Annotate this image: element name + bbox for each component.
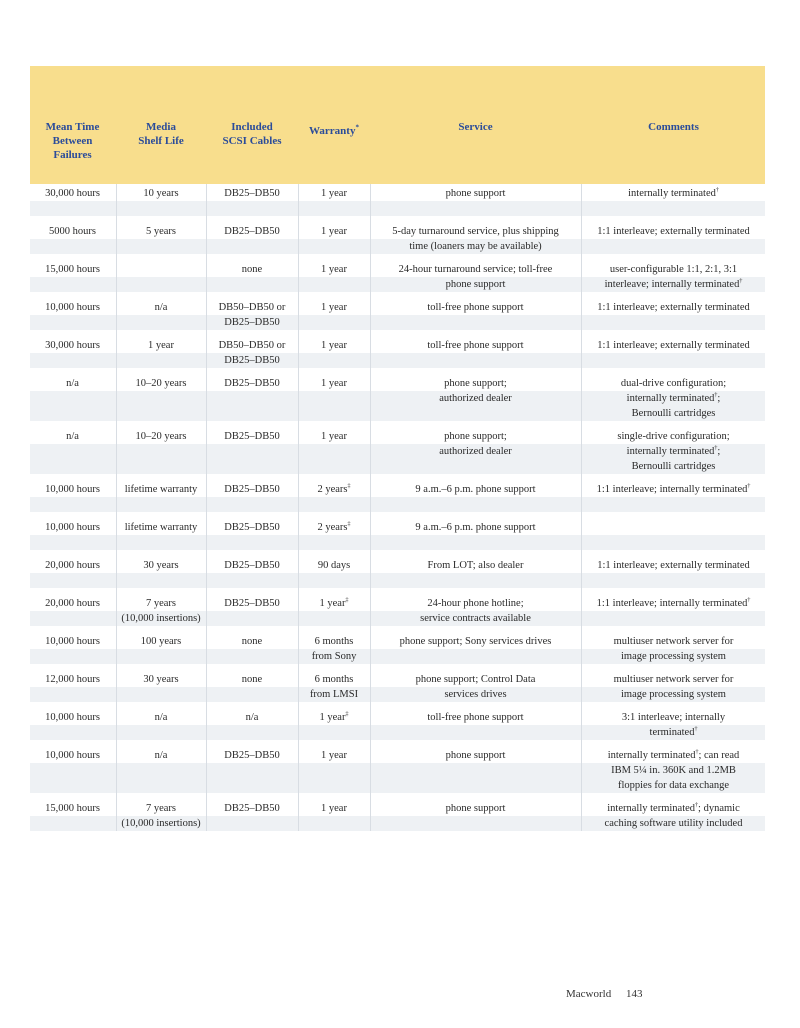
cell-service: phone support: [445, 188, 506, 199]
cell-mtbf: 10,000 hours: [45, 484, 100, 495]
header-line: SCSI Cables: [222, 135, 282, 147]
cell-mtbf: 10,000 hours: [45, 302, 100, 313]
row-line: [30, 710, 765, 725]
row-line: [30, 816, 765, 831]
cell-service: 24-hour turnaround service; toll-free: [398, 264, 553, 275]
header-comments: [582, 120, 765, 134]
row-line: [30, 300, 765, 315]
cell-service: authorized dealer: [439, 393, 512, 404]
table-row: [30, 429, 765, 474]
cell-scsi-cables: DB25–DB50: [224, 484, 280, 495]
cell-comments: IBM 5¼ in. 360K and 1.2MB: [611, 765, 736, 776]
cell-shelf-life: 10–20 years: [135, 378, 187, 389]
row-line: [30, 353, 765, 368]
cell-shelf-life: 100 years: [140, 636, 182, 647]
cell-scsi-cables: DB50–DB50 or: [218, 302, 286, 313]
header-mtbf: [30, 120, 115, 162]
row-line: [30, 748, 765, 763]
cell-comments: user-configurable 1:1, 2:1, 3:1: [609, 264, 738, 275]
cell-comments: multiuser network server for: [613, 636, 734, 647]
cell-service: toll-free phone support: [427, 712, 524, 723]
column-divider: [370, 184, 371, 831]
row-line: [30, 376, 765, 391]
cell-scsi-cables: DB25–DB50: [224, 378, 280, 389]
cell-mtbf: 30,000 hours: [45, 340, 100, 351]
cell-shelf-life: 10 years: [143, 188, 179, 199]
row-line: [30, 338, 765, 353]
cell-shelf-life: 7 years: [145, 598, 177, 609]
cell-comments: caching software utility included: [604, 818, 743, 829]
cell-service: 9 a.m.–6 p.m. phone support: [415, 484, 536, 495]
cell-scsi-cables: DB50–DB50 or: [218, 340, 286, 351]
cell-warranty: from Sony: [311, 651, 357, 662]
cell-warranty: 1 year‡: [319, 597, 349, 609]
cell-comments: image processing system: [621, 689, 726, 700]
cell-mtbf: 10,000 hours: [45, 750, 100, 761]
cell-shelf-life: n/a: [154, 302, 168, 313]
cell-shelf-life: lifetime warranty: [124, 522, 198, 533]
table-row: [30, 558, 765, 588]
cell-shelf-life: 30 years: [143, 674, 179, 685]
column-divider: [298, 184, 299, 831]
cell-mtbf: n/a: [66, 431, 79, 442]
cell-scsi-cables: DB25–DB50: [224, 355, 280, 366]
cell-mtbf: 30,000 hours: [45, 188, 100, 199]
row-line: [30, 611, 765, 626]
cell-warranty: from LMSI: [309, 689, 359, 700]
cell-comments: 1:1 interleave; internally terminated†: [596, 483, 751, 495]
cell-comments: Bernoulli cartridges: [631, 461, 716, 472]
row-line: [30, 201, 765, 216]
table-row: [30, 482, 765, 512]
header-line: Shelf Life: [138, 135, 184, 147]
cell-mtbf: 20,000 hours: [45, 598, 100, 609]
table-row: [30, 672, 765, 702]
cell-comments: internally terminated†;: [626, 445, 721, 457]
cell-comments: 1:1 interleave; externally terminated: [597, 560, 750, 571]
cell-comments: Bernoulli cartridges: [631, 408, 716, 419]
page-number: 143: [625, 988, 643, 1000]
cell-service: phone support: [445, 803, 506, 814]
cell-shelf-life: 5 years: [145, 226, 177, 237]
cell-service: services drives: [444, 689, 507, 700]
cell-comments: internally terminated†;: [626, 392, 721, 404]
table-header: [30, 66, 765, 184]
cell-mtbf: 15,000 hours: [45, 264, 100, 275]
row-line: [30, 778, 765, 793]
cell-mtbf: 15,000 hours: [45, 803, 100, 814]
header-line: Mean Time: [45, 121, 100, 133]
cell-service: time (loaners may be available): [409, 241, 542, 252]
row-line: [30, 406, 765, 421]
header-line: Comments: [648, 121, 699, 133]
cell-warranty: 2 years‡: [317, 521, 351, 533]
row-line: [30, 186, 765, 201]
cell-mtbf: 10,000 hours: [45, 636, 100, 647]
table-row: [30, 634, 765, 664]
cell-warranty: 1 year: [321, 188, 347, 199]
cell-warranty: 1 year: [321, 302, 347, 313]
header-scsi-cables: [207, 120, 297, 148]
cell-service: phone support;: [444, 378, 507, 389]
table-row: [30, 376, 765, 421]
magazine-name: Macworld: [566, 988, 612, 1000]
header-line: Warranty: [309, 124, 356, 137]
cell-shelf-life: n/a: [154, 712, 168, 723]
cell-warranty: 6 months: [314, 636, 354, 647]
row-line: [30, 634, 765, 649]
cell-warranty: 1 year: [321, 378, 347, 389]
cell-scsi-cables: DB25–DB50: [224, 226, 280, 237]
cell-mtbf: 10,000 hours: [45, 522, 100, 533]
row-line: [30, 596, 765, 611]
row-line: [30, 239, 765, 254]
cell-comments: dual-drive configuration;: [620, 378, 727, 389]
table-row: [30, 596, 765, 626]
cell-comments: 1:1 interleave; externally terminated: [597, 340, 750, 351]
cell-warranty: 1 year: [321, 264, 347, 275]
cell-comments: image processing system: [621, 651, 726, 662]
table-row: [30, 520, 765, 550]
cell-comments: internally terminated†; can read: [607, 749, 740, 761]
column-divider: [581, 184, 582, 831]
cell-warranty: 1 year: [321, 750, 347, 761]
cell-service: phone support: [445, 279, 506, 290]
row-line: [30, 391, 765, 406]
column-divider: [116, 184, 117, 831]
cell-scsi-cables: none: [241, 674, 263, 685]
cell-mtbf: n/a: [66, 378, 79, 389]
row-line: [30, 315, 765, 330]
column-divider: [206, 184, 207, 831]
cell-shelf-life: 30 years: [143, 560, 179, 571]
row-line: [30, 497, 765, 512]
row-line: [30, 459, 765, 474]
cell-service: From LOT; also dealer: [427, 560, 524, 571]
cell-shelf-life: (10,000 insertions): [121, 818, 201, 829]
header-service: [371, 120, 580, 134]
cell-comments: 1:1 interleave; externally terminated: [597, 226, 750, 237]
cell-comments: floppies for data exchange: [617, 780, 730, 791]
cell-scsi-cables: DB25–DB50: [224, 188, 280, 199]
cell-service: phone support; Control Data: [415, 674, 536, 685]
cell-scsi-cables: DB25–DB50: [224, 317, 280, 328]
cell-service: phone support: [445, 750, 506, 761]
header-shelf-life: [117, 120, 205, 148]
table-body: [30, 184, 765, 831]
cell-comments: 3:1 interleave; internally: [621, 712, 726, 723]
cell-warranty: 6 months: [314, 674, 354, 685]
cell-service: 9 a.m.–6 p.m. phone support: [415, 522, 536, 533]
row-line: [30, 429, 765, 444]
cell-comments: multiuser network server for: [613, 674, 734, 685]
cell-scsi-cables: DB25–DB50: [224, 803, 280, 814]
cell-mtbf: 12,000 hours: [45, 674, 100, 685]
cell-comments: single-drive configuration;: [617, 431, 730, 442]
cell-scsi-cables: DB25–DB50: [224, 750, 280, 761]
header-line: Included: [231, 121, 273, 133]
row-line: [30, 277, 765, 292]
cell-scsi-cables: DB25–DB50: [224, 560, 280, 571]
row-line: [30, 687, 765, 702]
cell-shelf-life: 1 year: [148, 340, 174, 351]
cell-service: toll-free phone support: [427, 302, 524, 313]
cell-warranty: 1 year: [321, 340, 347, 351]
cell-mtbf: 5000 hours: [49, 226, 96, 237]
table-row: [30, 300, 765, 330]
cell-warranty: 1 year: [321, 431, 347, 442]
spec-table: [30, 66, 765, 831]
header-warranty: [299, 120, 369, 138]
row-line: [30, 649, 765, 664]
table-row: [30, 224, 765, 254]
cell-scsi-cables: n/a: [245, 712, 259, 723]
cell-shelf-life: (10,000 insertions): [121, 613, 201, 624]
cell-service: phone support;: [444, 431, 507, 442]
header-line: Service: [458, 121, 493, 133]
cell-scsi-cables: DB25–DB50: [224, 522, 280, 533]
table-row: [30, 710, 765, 740]
cell-mtbf: 20,000 hours: [45, 560, 100, 571]
cell-scsi-cables: DB25–DB50: [224, 598, 280, 609]
cell-shelf-life: 7 years: [145, 803, 177, 814]
table-row: [30, 801, 765, 831]
cell-service: authorized dealer: [439, 446, 512, 457]
header-footnote-mark: *: [355, 123, 359, 131]
page-footer: [566, 988, 654, 1000]
table-row: [30, 186, 765, 216]
cell-service: service contracts available: [420, 613, 531, 624]
row-line: [30, 725, 765, 740]
row-line: [30, 520, 765, 535]
cell-comments: 1:1 interleave; internally terminated†: [596, 597, 751, 609]
cell-scsi-cables: DB25–DB50: [224, 431, 280, 442]
row-line: [30, 262, 765, 277]
cell-shelf-life: n/a: [154, 750, 168, 761]
row-line: [30, 672, 765, 687]
cell-warranty: 1 year: [321, 803, 347, 814]
cell-comments: interleave; internally terminated†: [604, 278, 743, 290]
cell-comments: internally terminated†: [628, 187, 719, 199]
cell-comments: terminated†: [649, 726, 698, 738]
cell-comments: 1:1 interleave; externally terminated: [597, 302, 750, 313]
row-line: [30, 763, 765, 778]
cell-scsi-cables: none: [241, 264, 263, 275]
row-line: [30, 482, 765, 497]
header-line: Media: [146, 121, 176, 133]
row-line: [30, 224, 765, 239]
cell-service: toll-free phone support: [427, 340, 524, 351]
cell-shelf-life: lifetime warranty: [124, 484, 198, 495]
table-row: [30, 748, 765, 793]
row-line: [30, 535, 765, 550]
cell-shelf-life: 10–20 years: [135, 431, 187, 442]
header-line: Between: [52, 135, 93, 147]
cell-comments: internally terminated†; dynamic: [607, 802, 740, 814]
row-line: [30, 444, 765, 459]
cell-warranty: 2 years‡: [317, 483, 351, 495]
cell-service: 24-hour phone hotline;: [427, 598, 524, 609]
cell-mtbf: 10,000 hours: [45, 712, 100, 723]
cell-service: phone support; Sony services drives: [399, 636, 552, 647]
cell-warranty: 1 year‡: [319, 711, 349, 723]
table-row: [30, 338, 765, 368]
header-line: Failures: [53, 149, 92, 161]
cell-warranty: 90 days: [317, 560, 351, 571]
cell-scsi-cables: none: [241, 636, 263, 647]
row-line: [30, 573, 765, 588]
table-row: [30, 262, 765, 292]
row-line: [30, 801, 765, 816]
cell-service: 5-day turnaround service, plus shipping: [392, 226, 559, 237]
cell-warranty: 1 year: [321, 226, 347, 237]
row-line: [30, 558, 765, 573]
